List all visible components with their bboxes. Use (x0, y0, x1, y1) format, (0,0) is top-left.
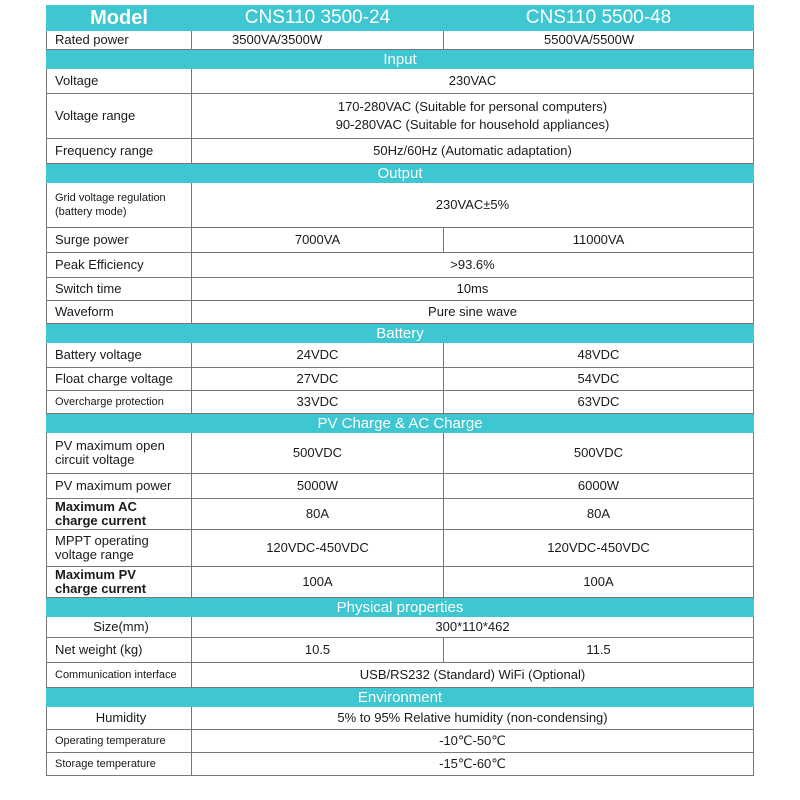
overcharge-b: 63VDC (444, 391, 754, 414)
peak-efficiency-label: Peak Efficiency (47, 253, 192, 278)
pv-max-power-b: 6000W (444, 474, 754, 499)
table-row (47, 530, 754, 567)
pv-max-power-a: 5000W (192, 474, 444, 499)
surge-power-a: 7000VA (192, 228, 444, 253)
mppt-range-label-line-1: MPPT operating (55, 533, 149, 548)
table-row (47, 391, 754, 414)
float-charge-a: 27VDC (192, 368, 444, 391)
voltage-range-line-1: 170-280VAC (Suitable for personal computers) (337, 99, 608, 114)
communication-value: USB/RS232 (Standard) WiFi (Optional) (192, 663, 754, 688)
float-charge-b: 54VDC (444, 368, 754, 391)
rated-power-b: 5500VA/5500W (444, 31, 754, 50)
section-title: Physical properties (47, 598, 754, 617)
frequency-range-value: 50Hz/60Hz (Automatic adaptation) (192, 139, 754, 164)
max-pv-charge-b: 100A (444, 567, 754, 598)
section-title: Battery (47, 324, 754, 343)
table-row (47, 638, 754, 663)
spec-table (46, 5, 754, 776)
max-pv-charge-label-line-1: Maximum PV (55, 567, 136, 582)
humidity-label: Humidity (47, 707, 192, 730)
pv-open-circuit-label-line-1: PV maximum open (55, 438, 165, 453)
table-row (47, 368, 754, 391)
section-title: PV Charge & AC Charge (47, 414, 754, 433)
table-row (47, 139, 754, 164)
peak-efficiency-value: >93.6% (192, 253, 754, 278)
pv-open-circuit-b: 500VDC (444, 433, 754, 474)
battery-voltage-b: 48VDC (444, 343, 754, 368)
voltage-range-value (192, 94, 754, 139)
table-row (47, 301, 754, 324)
surge-power-label: Surge power (47, 228, 192, 253)
table-row (47, 278, 754, 301)
max-pv-charge-label-line-2: charge current (55, 581, 147, 596)
table-row (47, 617, 754, 638)
switch-time-value: 10ms (192, 278, 754, 301)
table-row (47, 94, 754, 139)
spec-sheet (46, 5, 753, 776)
table-row (47, 433, 754, 474)
grid-regulation-label-line-1: Grid voltage regulation (55, 192, 166, 204)
switch-time-label: Switch time (47, 278, 192, 301)
rated-power-a: 3500VA/3500W (192, 31, 444, 50)
waveform-value: Pure sine wave (192, 301, 754, 324)
table-row (47, 707, 754, 730)
rated-power-label: Rated power (47, 31, 192, 50)
section-output (47, 164, 754, 183)
section-battery (47, 324, 754, 343)
mppt-range-b: 120VDC-450VDC (444, 530, 754, 567)
grid-regulation-label-line-2: (battery mode) (55, 206, 127, 218)
max-ac-charge-label-line-2: charge current (55, 513, 147, 528)
pv-max-power-label: PV maximum power (47, 474, 192, 499)
voltage-range-line-2: 90-280VAC (Suitable for household appliances) (335, 117, 610, 132)
header-row (47, 6, 754, 31)
table-row (47, 31, 754, 50)
overcharge-label: Overcharge protection (47, 391, 192, 414)
humidity-value: 5% to 95% Relative humidity (non-condensing) (192, 707, 754, 730)
table-row (47, 474, 754, 499)
grid-regulation-value: 230VAC±5% (192, 183, 754, 228)
table-row (47, 183, 754, 228)
battery-voltage-a: 24VDC (192, 343, 444, 368)
table-row (47, 343, 754, 368)
size-label: Size(mm) (47, 617, 192, 638)
operating-temp-label: Operating temperature (47, 730, 192, 753)
overcharge-a: 33VDC (192, 391, 444, 414)
pv-open-circuit-a: 500VDC (192, 433, 444, 474)
communication-label: Communication interface (47, 663, 192, 688)
mppt-range-label (47, 530, 192, 567)
mppt-range-label-line-2: voltage range (55, 547, 134, 562)
max-ac-charge-label-line-1: Maximum AC (55, 499, 137, 514)
section-physical (47, 598, 754, 617)
net-weight-label: Net weight (kg) (47, 638, 192, 663)
net-weight-b: 11.5 (444, 638, 754, 663)
max-pv-charge-label (47, 567, 192, 598)
section-pv (47, 414, 754, 433)
table-row (47, 753, 754, 776)
frequency-range-label: Frequency range (47, 139, 192, 164)
section-title: Output (47, 164, 754, 183)
net-weight-a: 10.5 (192, 638, 444, 663)
section-title: Input (47, 50, 754, 69)
mppt-range-a: 120VDC-450VDC (192, 530, 444, 567)
surge-power-b: 11000VA (444, 228, 754, 253)
voltage-value: 230VAC (192, 69, 754, 94)
max-ac-charge-label (47, 499, 192, 530)
section-input (47, 50, 754, 69)
voltage-label: Voltage (47, 69, 192, 94)
product-b-header: CNS110 5500-48 (444, 6, 754, 31)
float-charge-label: Float charge voltage (47, 368, 192, 391)
operating-temp-value: -10℃-50℃ (192, 730, 754, 753)
max-ac-charge-b: 80A (444, 499, 754, 530)
section-title: Environment (47, 688, 754, 707)
pv-open-circuit-label-line-2: circuit voltage (55, 452, 135, 467)
model-header: Model (47, 6, 192, 31)
table-row (47, 730, 754, 753)
max-pv-charge-a: 100A (192, 567, 444, 598)
table-row (47, 253, 754, 278)
voltage-range-label: Voltage range (47, 94, 192, 139)
table-row (47, 69, 754, 94)
storage-temp-label: Storage temperature (47, 753, 192, 776)
product-a-header: CNS110 3500-24 (192, 6, 444, 31)
size-value: 300*110*462 (192, 617, 754, 638)
storage-temp-value: -15℃-60℃ (192, 753, 754, 776)
table-row (47, 228, 754, 253)
table-row (47, 499, 754, 530)
table-row (47, 663, 754, 688)
pv-open-circuit-label (47, 433, 192, 474)
max-ac-charge-a: 80A (192, 499, 444, 530)
grid-regulation-label (47, 183, 192, 228)
battery-voltage-label: Battery voltage (47, 343, 192, 368)
section-environment (47, 688, 754, 707)
waveform-label: Waveform (47, 301, 192, 324)
table-row (47, 567, 754, 598)
